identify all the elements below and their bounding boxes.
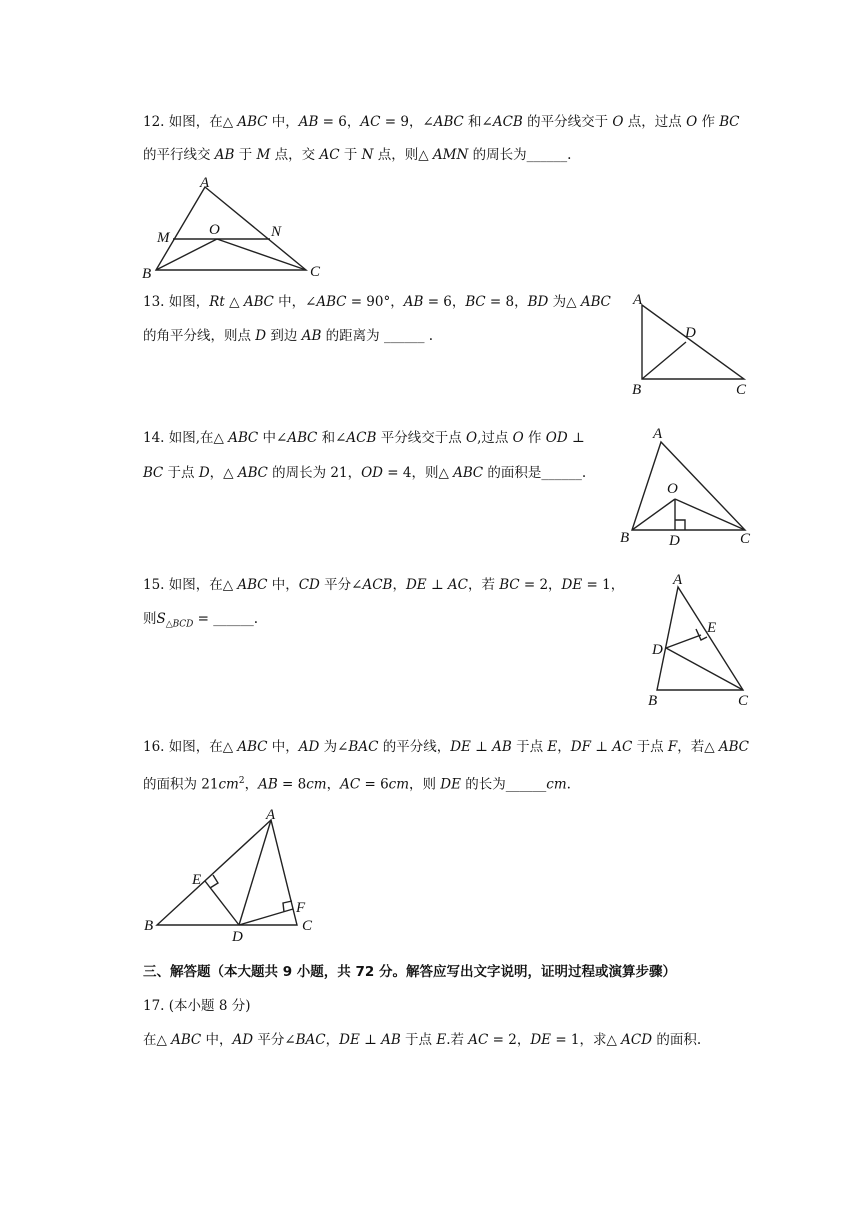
label-d: D	[685, 325, 696, 341]
label-d: D	[669, 533, 680, 549]
q14-figure	[615, 425, 760, 550]
q15-s-subscript: △𝐵𝐶𝐷	[165, 619, 194, 630]
segment-df	[239, 909, 293, 925]
q16-area-text: 的面积为 21𝑐𝑚	[143, 776, 239, 793]
q13-text-line2: 的角平分线，则点 𝐷 到边 𝐴𝐵 的距离为 ______ .	[143, 328, 434, 344]
q15-text-line2	[143, 609, 258, 635]
right-angle-mark	[675, 520, 685, 530]
q16-text-line1: 16. 如图，在△ 𝐴𝐵𝐶 中，𝐴𝐷 为∠𝐵𝐴𝐶 的平分线，𝐷𝐸 ⊥ 𝐴𝐵 于点 𝐸，𝐷𝐹 ⊥ 𝐴𝐶 于点 𝐹，若△ 𝐴𝐵𝐶	[143, 739, 749, 755]
triangle-abc	[642, 305, 744, 379]
label-o: O	[209, 222, 220, 238]
triangle-abc	[632, 442, 745, 530]
q17-header: 17. (本小题 8 分)	[143, 998, 251, 1014]
segment-de	[666, 635, 701, 648]
label-a: A	[653, 426, 663, 442]
q12-text-line1: 12. 如图，在△ 𝐴𝐵𝐶 中，𝐴𝐵 = 6，𝐴𝐶 = 9，∠𝐴𝐵𝐶 和∠𝐴𝐶𝐵 的平分线交于 𝑂 点，过点 𝑂 作 𝐵𝐶	[143, 114, 740, 130]
q12-text-line2: 的平行线交 𝐴𝐵 于 𝑀 点，交 𝐴𝐶 于 𝑁 点，则△ 𝐴𝑀𝑁 的周长为______.	[143, 147, 572, 163]
label-b: B	[144, 918, 154, 934]
q17-text: 在△ 𝐴𝐵𝐶 中，𝐴𝐷 平分∠𝐵𝐴𝐶，𝐷𝐸 ⊥ 𝐴𝐵 于点 𝐸.若 𝐴𝐶 = 2，𝐷𝐸 = 1，求△ 𝐴𝐶𝐷 的面积.	[143, 1032, 702, 1048]
right-angle-mark-e	[210, 875, 218, 888]
q15-text-line1: 15. 如图，在△ 𝐴𝐵𝐶 中，𝐶𝐷 平分∠𝐴𝐶𝐵，𝐷𝐸 ⊥ 𝐴𝐶，若 𝐵𝐶 = 2，𝐷𝐸 = 1，	[143, 577, 625, 593]
label-e: E	[192, 872, 202, 888]
label-n: N	[271, 224, 282, 240]
label-c: C	[310, 264, 321, 280]
q14-text-line2: 𝐵𝐶 于点 𝐷，△ 𝐴𝐵𝐶 的周长为 21，𝑂𝐷 = 4，则△ 𝐴𝐵𝐶 的面积是______.	[143, 465, 587, 481]
segment-cd	[666, 648, 743, 690]
label-c: C	[740, 531, 751, 547]
segment-bo	[632, 499, 675, 530]
segment-co	[217, 239, 306, 270]
label-a: A	[673, 572, 683, 588]
label-b: B	[632, 382, 642, 398]
label-d: D	[652, 642, 663, 658]
q12-figure	[140, 172, 330, 282]
label-o: O	[667, 481, 678, 497]
segment-bd	[642, 342, 686, 379]
label-b: B	[620, 530, 630, 546]
q14-text-line1: 14. 如图,在△ 𝐴𝐵𝐶 中∠𝐴𝐵𝐶 和∠𝐴𝐶𝐵 平分线交于点 𝑂,过点 𝑂 作 𝑂𝐷 ⊥	[143, 430, 585, 446]
q15-figure	[640, 570, 760, 710]
label-c: C	[302, 918, 313, 934]
q16-figure	[140, 805, 330, 945]
q16-superscript: 2	[238, 776, 245, 786]
q16-text-line2	[143, 771, 571, 795]
label-c: C	[736, 382, 747, 398]
label-b: B	[142, 266, 152, 282]
q15-answer-blank: = ______.	[193, 611, 259, 627]
label-c: C	[738, 693, 749, 709]
triangle-abc	[156, 187, 306, 270]
q16-rest-text: ，𝐴𝐵 = 8𝑐𝑚，𝐴𝐶 = 6𝑐𝑚，则 𝐷𝐸 的长为______𝑐𝑚.	[244, 776, 571, 793]
label-e: E	[707, 620, 717, 636]
q13-figure	[628, 292, 758, 402]
label-a: A	[266, 807, 276, 823]
label-m: M	[157, 230, 170, 246]
label-d: D	[232, 929, 243, 945]
label-a: A	[200, 175, 210, 191]
label-a: A	[633, 292, 643, 308]
label-b: B	[648, 693, 658, 709]
q13-text-line1: 13. 如图，𝑅𝑡 △ 𝐴𝐵𝐶 中，∠𝐴𝐵𝐶 = 90°，𝐴𝐵 = 6，𝐵𝐶 = 8，𝐵𝐷 为△ 𝐴𝐵𝐶	[143, 294, 611, 310]
segment-ad	[239, 820, 271, 925]
label-f: F	[296, 900, 306, 916]
section-heading: 三、解答题（本大题共 9 小题，共 72 分。解答应写出文字说明，证明过程或演算步骤）	[143, 964, 676, 980]
q15-s-symbol: 则𝑆	[143, 611, 166, 627]
